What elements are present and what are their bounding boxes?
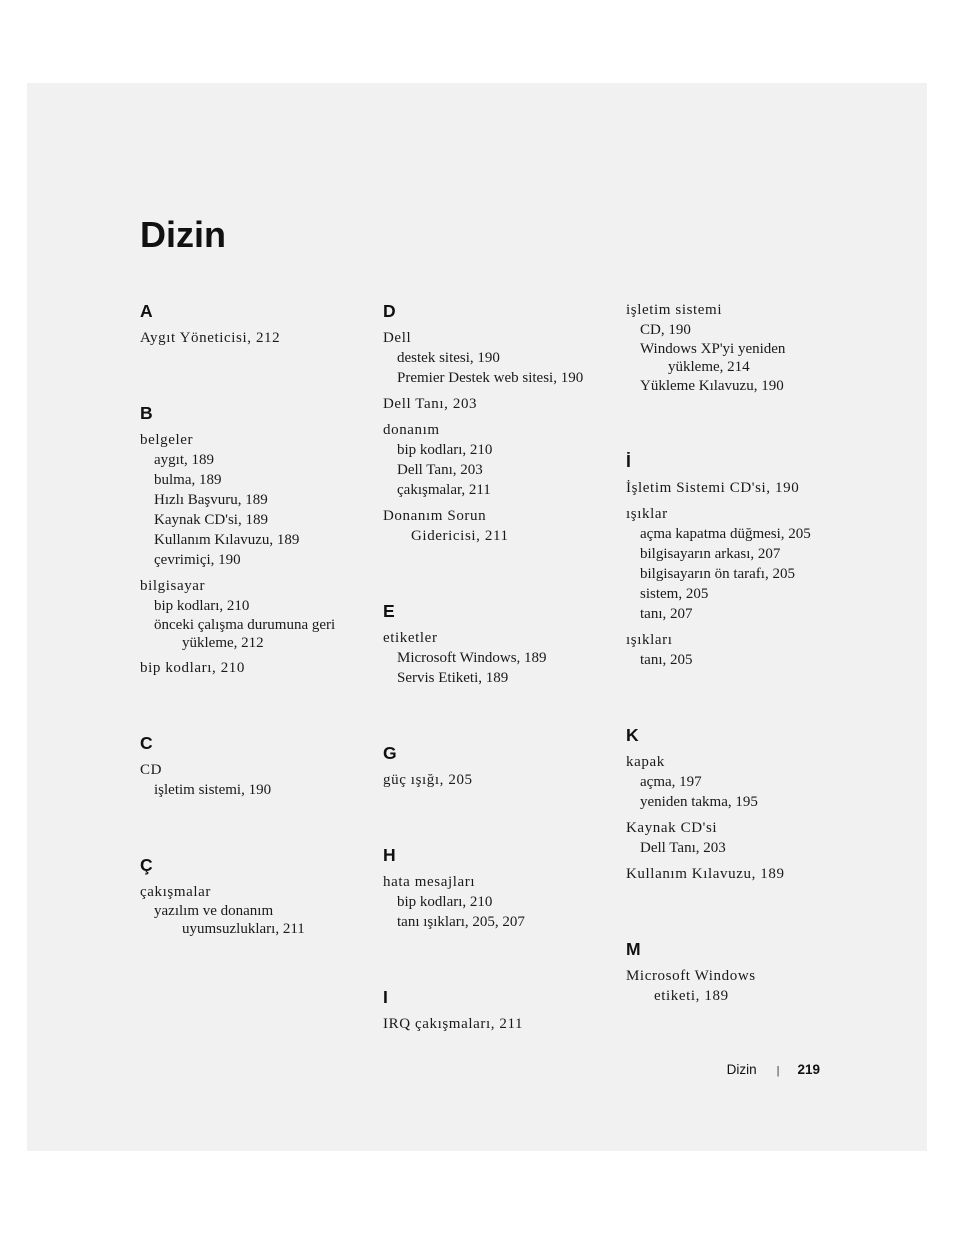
- index-subterm: [626, 376, 858, 396]
- index-subterm: [383, 892, 615, 912]
- index-letter-heading: M: [626, 939, 641, 959]
- index-term-text: bip kodları, 210: [140, 660, 246, 676]
- index-letter-heading: D: [383, 301, 396, 321]
- index-entry: [383, 506, 615, 546]
- index-term: [383, 506, 615, 546]
- index-letter-heading: K: [626, 725, 639, 745]
- page-title: Dizin: [140, 214, 226, 255]
- index-term-text: yeniden takma, 195: [640, 794, 758, 810]
- index-term-text: yazılım ve donanım: [154, 903, 274, 919]
- index-term-text: Donanım Sorun: [383, 508, 487, 524]
- index-term: [383, 1014, 615, 1034]
- index-term: [626, 864, 858, 884]
- index-term-text: güç ışığı, 205: [383, 772, 473, 788]
- index-entry: [383, 1014, 615, 1034]
- index-letter-heading: Ç: [140, 855, 153, 875]
- index-entry: [383, 328, 615, 388]
- index-subterm: [383, 668, 615, 688]
- index-term-text: Microsoft Windows, 189: [397, 650, 547, 666]
- index-subterm: [626, 564, 858, 584]
- index-term-text: Servis Etiketi, 189: [397, 670, 509, 686]
- index-term: [383, 420, 615, 440]
- index-term: [140, 882, 372, 902]
- index-term: [626, 478, 858, 498]
- index-letter-heading: İ: [626, 451, 631, 471]
- index-term-text: Dell Tanı, 203: [397, 462, 483, 478]
- index-subterm: [140, 490, 372, 510]
- index-term: [383, 394, 615, 414]
- index-entry: [140, 430, 372, 570]
- index-subterm: [626, 650, 858, 670]
- index-term-text: açma, 197: [640, 774, 702, 790]
- index-entry: [626, 818, 858, 858]
- index-term-text: hata mesajları: [383, 874, 476, 890]
- index-term-text: Kullanım Kılavuzu, 189: [626, 866, 785, 882]
- index-section: [626, 938, 858, 1006]
- index-entry: [383, 420, 615, 500]
- index-letter-heading: E: [383, 601, 395, 621]
- index-term-text: Aygıt Yöneticisi, 212: [140, 330, 281, 346]
- index-term-text: Microsoft Windows: [626, 968, 756, 984]
- index-subterm: [383, 480, 615, 500]
- index-subterm: [626, 544, 858, 564]
- section-gap: [140, 354, 372, 402]
- index-term-text: açma kapatma düğmesi, 205: [640, 526, 811, 542]
- index-subterm: [140, 902, 372, 938]
- index-term-text: bip kodları, 210: [397, 894, 493, 910]
- index-subterm: [626, 604, 858, 624]
- index-subterm: [626, 838, 858, 858]
- index-term: [140, 760, 372, 780]
- index-term-text: önceki çalışma durumuna geri: [154, 617, 336, 633]
- index-subterm: [140, 616, 372, 652]
- index-subterm: [140, 596, 372, 616]
- index-term-text: tanı, 205: [640, 652, 693, 668]
- index-subterm: [626, 772, 858, 792]
- index-section: [626, 300, 858, 396]
- index-subterm: [626, 792, 858, 812]
- index-term: [140, 576, 372, 596]
- footer-separator: |: [776, 1065, 780, 1077]
- index-entry: [626, 752, 858, 812]
- index-term-text: CD, 190: [640, 322, 691, 338]
- index-letter-heading: B: [140, 403, 153, 423]
- index-term-text: tanı ışıkları, 205, 207: [397, 914, 525, 930]
- index-letter-heading: A: [140, 301, 153, 321]
- index-section: [383, 600, 615, 688]
- index-section: [626, 724, 858, 884]
- index-term: [626, 818, 858, 838]
- index-subterm: [383, 440, 615, 460]
- index-letter-heading: H: [383, 845, 396, 865]
- index-subterm: [140, 550, 372, 570]
- index-term-text: Dell: [383, 330, 412, 346]
- index-subterm: [140, 530, 372, 550]
- section-gap: [626, 676, 858, 724]
- index-entry: [383, 394, 615, 414]
- index-term-text: Premier Destek web sitesi, 190: [397, 370, 584, 386]
- index-subterm: [626, 524, 858, 544]
- index-entry: [626, 864, 858, 884]
- index-term-text: etiketler: [383, 630, 438, 646]
- index-subterm: [383, 348, 615, 368]
- index-letter-heading: C: [140, 733, 153, 753]
- index-term-continuation: etiketi, 189: [654, 988, 729, 1004]
- index-letter-heading: G: [383, 743, 397, 763]
- index-term-continuation: yükleme, 214: [668, 359, 750, 375]
- index-term-text: Windows XP'yi yeniden: [640, 341, 786, 357]
- section-gap: [140, 806, 372, 854]
- index-subterm: [626, 584, 858, 604]
- index-term-text: kapak: [626, 754, 665, 770]
- section-gap: [140, 684, 372, 732]
- index-section: [140, 402, 372, 678]
- index-term-text: tanı, 207: [640, 606, 693, 622]
- index-term-text: çakışmalar: [140, 884, 211, 900]
- section-gap: [383, 938, 615, 986]
- index-term-text: aygıt, 189: [154, 452, 214, 468]
- index-term-text: bilgisayarın arkası, 207: [640, 546, 781, 562]
- index-entry: [626, 478, 858, 498]
- section-gap: [383, 552, 615, 600]
- index-entry: [140, 576, 372, 652]
- index-column-3: [626, 300, 858, 1012]
- section-gap: [626, 890, 858, 938]
- index-column-2: [383, 300, 615, 1040]
- index-term-text: işletim sistemi: [626, 302, 723, 318]
- index-subterm: [383, 912, 615, 932]
- index-column-1: [140, 300, 372, 944]
- index-entry: [383, 872, 615, 932]
- index-term-text: Dell Tanı, 203: [383, 396, 478, 412]
- index-term: [140, 658, 372, 678]
- page-footer: [727, 1061, 820, 1080]
- index-term: [383, 328, 615, 348]
- index-term-text: İşletim Sistemi CD'si, 190: [626, 480, 800, 496]
- index-term-text: ışıkları: [626, 632, 673, 648]
- index-term-text: bulma, 189: [154, 472, 222, 488]
- index-entry: [626, 504, 858, 624]
- index-section: [140, 300, 372, 348]
- index-term-text: bilgisayar: [140, 578, 206, 594]
- index-entry: [626, 630, 858, 670]
- index-subterm: [383, 368, 615, 388]
- index-section: [383, 844, 615, 932]
- index-subterm: [626, 340, 858, 376]
- index-term: [626, 630, 858, 650]
- index-term-text: Kullanım Kılavuzu, 189: [154, 532, 300, 548]
- index-term: [626, 504, 858, 524]
- index-subterm: [140, 470, 372, 490]
- index-term: [626, 752, 858, 772]
- index-term: [140, 328, 372, 348]
- index-term-text: sistem, 205: [640, 586, 709, 602]
- section-gap: [626, 402, 858, 450]
- index-term-continuation: uyumsuzlukları, 211: [182, 921, 305, 937]
- index-subterm: [140, 780, 372, 800]
- index-entry: [140, 658, 372, 678]
- index-section: [383, 742, 615, 790]
- index-term-text: donanım: [383, 422, 440, 438]
- index-term-text: bilgisayarın ön tarafı, 205: [640, 566, 795, 582]
- index-subterm: [383, 648, 615, 668]
- index-entry: [626, 966, 858, 1006]
- page-number: 219: [797, 1062, 820, 1077]
- index-term-text: ışıklar: [626, 506, 668, 522]
- index-section: [626, 450, 858, 670]
- index-entry: [140, 760, 372, 800]
- index-section: [140, 732, 372, 800]
- index-term: [383, 628, 615, 648]
- index-entry: [626, 300, 858, 396]
- index-term-text: Yükleme Kılavuzu, 190: [640, 378, 784, 394]
- index-term-text: Kaynak CD'si: [626, 820, 718, 836]
- index-term-text: çevrimiçi, 190: [154, 552, 241, 568]
- index-entry: [383, 770, 615, 790]
- index-subterm: [626, 320, 858, 340]
- index-term: [626, 300, 858, 320]
- index-term-text: Hızlı Başvuru, 189: [154, 492, 268, 508]
- index-term-text: destek sitesi, 190: [397, 350, 500, 366]
- index-section: [140, 854, 372, 938]
- section-gap: [383, 796, 615, 844]
- index-entry: [383, 628, 615, 688]
- index-section: [383, 986, 615, 1034]
- index-term-text: bip kodları, 210: [397, 442, 493, 458]
- index-term-continuation: Gidericisi, 211: [411, 528, 509, 544]
- index-entry: [140, 882, 372, 938]
- section-gap: [383, 694, 615, 742]
- index-term: [383, 872, 615, 892]
- index-term-text: Kaynak CD'si, 189: [154, 512, 268, 528]
- index-term: [140, 430, 372, 450]
- index-subterm: [383, 460, 615, 480]
- index-term-text: Dell Tanı, 203: [640, 840, 726, 856]
- index-section: [383, 300, 615, 546]
- index-term: [626, 966, 858, 1006]
- index-subterm: [140, 510, 372, 530]
- index-term-text: çakışmalar, 211: [397, 482, 491, 498]
- index-term-text: işletim sistemi, 190: [154, 782, 272, 798]
- index-term-text: belgeler: [140, 432, 194, 448]
- index-term-text: bip kodları, 210: [154, 598, 250, 614]
- index-term-text: CD: [140, 762, 163, 778]
- index-term-text: IRQ çakışmaları, 211: [383, 1016, 524, 1032]
- index-term: [383, 770, 615, 790]
- index-letter-heading: I: [383, 987, 388, 1007]
- footer-section-name: Dizin: [726, 1062, 757, 1077]
- index-subterm: [140, 450, 372, 470]
- index-term-continuation: yükleme, 212: [182, 635, 264, 651]
- index-entry: [140, 328, 372, 348]
